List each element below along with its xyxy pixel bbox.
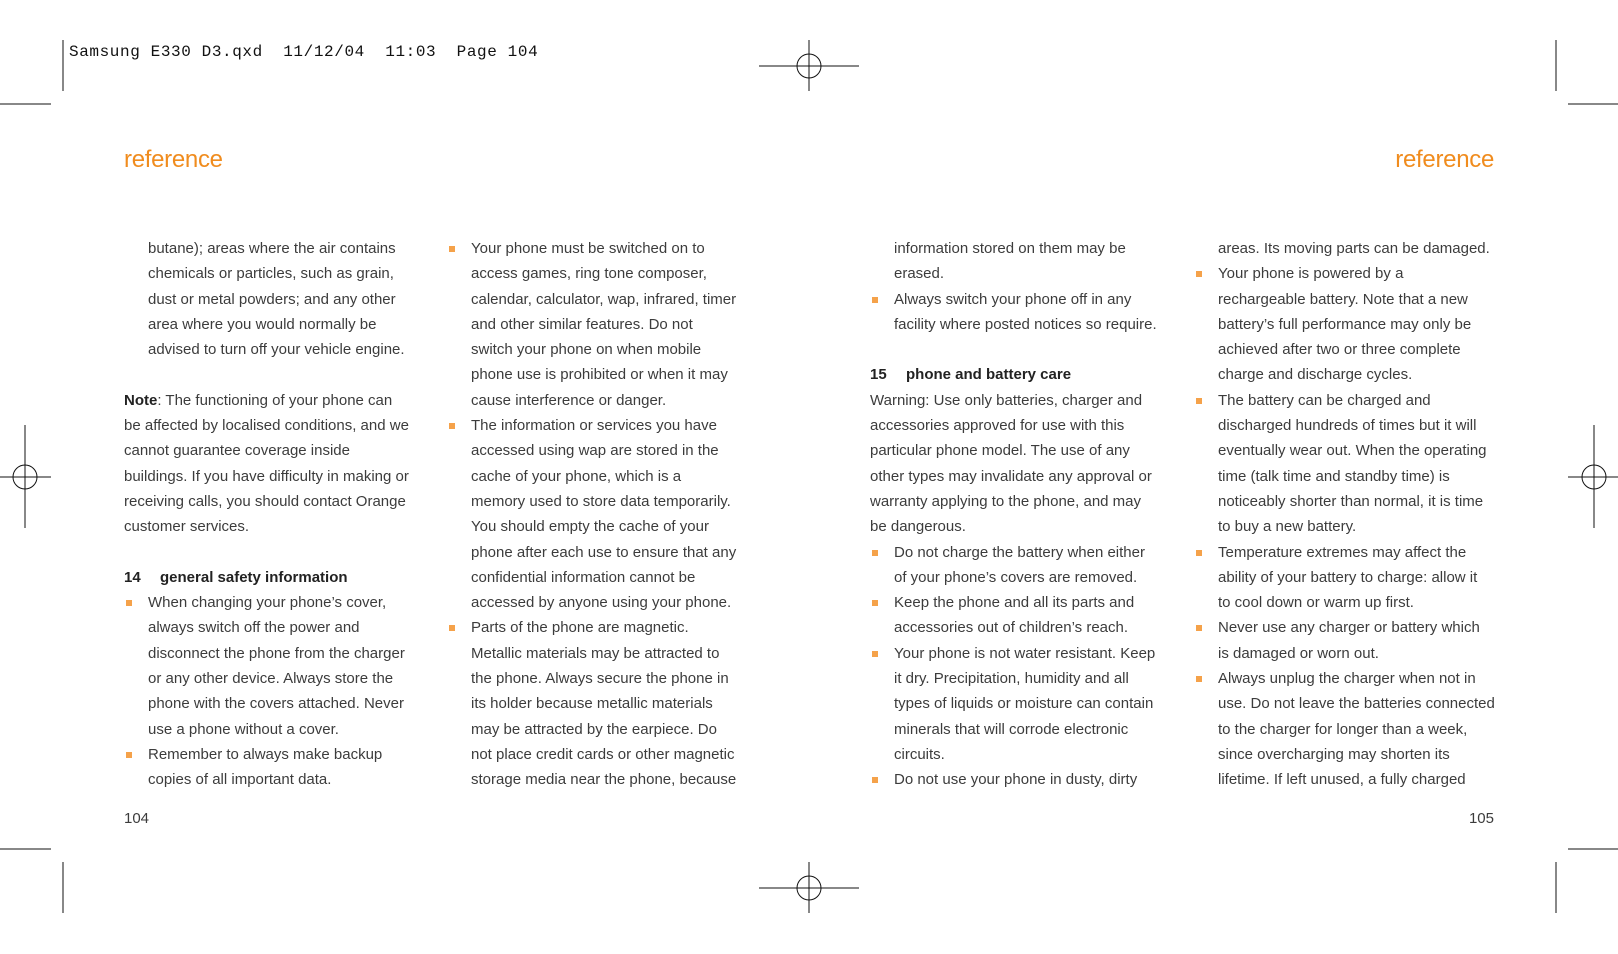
bullet-icon: [126, 600, 132, 606]
list-item: Your phone is powered by a rechargeable battery. Note that a new battery’s full performance may only be achieved after two or three complete charge and discharge cycles.: [1194, 261, 1504, 387]
bullet-icon: [872, 600, 878, 606]
bullet-icon: [126, 752, 132, 758]
intro-paragraph: information stored on them may be erased.: [894, 240, 1126, 283]
registration-mark-left: [0, 425, 51, 528]
bullet-icon: [1196, 625, 1202, 631]
list-item: The information or services you have accessed using wap are stored in the cache of your phone, which is a memory used to store data temporarily. You should empty the cache of your phone after each use to ensure that any confidential information cannot be accessed by anyone using your phone.: [447, 413, 757, 615]
bullet-icon: [1196, 271, 1202, 277]
list-item: Do not charge the battery when either of your phone’s covers are removed.: [870, 540, 1180, 591]
bullet-icon: [1196, 398, 1202, 404]
list-item: When changing your phone’s cover, always switch off the power and disconnect the phone from the charger or any other device. Always store the phone with the covers attached. Never use a phone without a cover.: [124, 590, 424, 742]
bullet-icon: [872, 777, 878, 783]
warning-paragraph: Warning: Use only batteries, charger and accessories approved for use with this particular phone model. The use of any other types may invalidate any approval or warranty applying to the phone, and may be dangerous.: [870, 391, 1152, 536]
bullet-icon: [449, 423, 455, 429]
list-item: Keep the phone and all its parts and accessories out of children’s reach.: [870, 590, 1180, 641]
list-item: Never use any charger or battery which is damaged or worn out.: [1194, 615, 1504, 666]
note-paragraph: Note: The functioning of your phone can be affected by localised conditions, and we cannot guarantee coverage inside buildings. If you have difficulty in making or receiving calls, you should contact Orange customer services.: [124, 391, 409, 536]
list-item: Always unplug the charger when not in use. Do not leave the batteries connected to the charger for longer than a week, since overcharging may shorten its lifetime. If left unused, a fully charged: [1194, 666, 1504, 792]
section-heading-15: 15 phone and battery care: [870, 366, 1072, 384]
column-4: [1194, 236, 1504, 793]
section-header-right: reference: [1395, 146, 1494, 173]
bullet-icon: [872, 550, 878, 556]
registration-mark-right: [1568, 425, 1618, 528]
list-item: Remember to always make backup copies of all important data.: [124, 742, 424, 793]
section-header-left: reference: [124, 146, 223, 173]
intro-paragraph: butane); areas where the air contains chemicals or particles, such as grain, dust or metal powders; and any other area where you would normally be advised to turn off your vehicle engine.: [148, 240, 405, 359]
list-item: Parts of the phone are magnetic. Metallic materials may be attracted to the phone. Always secure the phone in its holder because metallic materials may be attracted by the earpiece. Do not place credit cards or other magnetic storage media near the phone, because: [447, 615, 757, 792]
bullet-icon: [872, 297, 878, 303]
bullet-icon: [449, 625, 455, 631]
bullet-icon: [1196, 676, 1202, 682]
list-item: Temperature extremes may affect the ability of your battery to charge: allow it to cool down or warm up first.: [1194, 540, 1504, 616]
column-3: [870, 236, 1180, 793]
bullet-icon: [1196, 550, 1202, 556]
bullet-icon: [449, 246, 455, 252]
list-item: Always switch your phone off in any facility where posted notices so require.: [870, 287, 1180, 338]
column-1: [124, 236, 424, 793]
bullet-icon: [872, 651, 878, 657]
page-number-right: 105: [1468, 810, 1494, 827]
note-label: Note: [124, 391, 158, 409]
section-heading-14: 14 general safety information: [124, 568, 348, 586]
intro-paragraph: areas. Its moving parts can be damaged.: [1218, 240, 1490, 257]
list-item: Your phone is not water resistant. Keep it dry. Precipitation, humidity and all types of liquids or moisture can contain minerals that will corrode electronic circuits.: [870, 641, 1180, 767]
registration-mark-bottom: [759, 862, 859, 913]
file-slug: Samsung E330 D3.qxd 11/12/04 11:03 Page 104: [69, 43, 539, 61]
list-item: The battery can be charged and discharged hundreds of times but it will eventually wear out. When the operating time (talk time and standby time) is noticeably shorter than normal, it is time to buy a new battery.: [1194, 388, 1504, 540]
registration-mark-top: [759, 40, 859, 91]
list-item: Do not use your phone in dusty, dirty: [870, 767, 1180, 792]
page-number-left: 104: [124, 810, 150, 827]
list-item: Your phone must be switched on to access games, ring tone composer, calendar, calculator, wap, infrared, timer and other similar features. Do not switch your phone on when mobile phone use is prohibited or when it may cause interference or danger.: [447, 236, 757, 413]
column-2: [447, 236, 757, 793]
